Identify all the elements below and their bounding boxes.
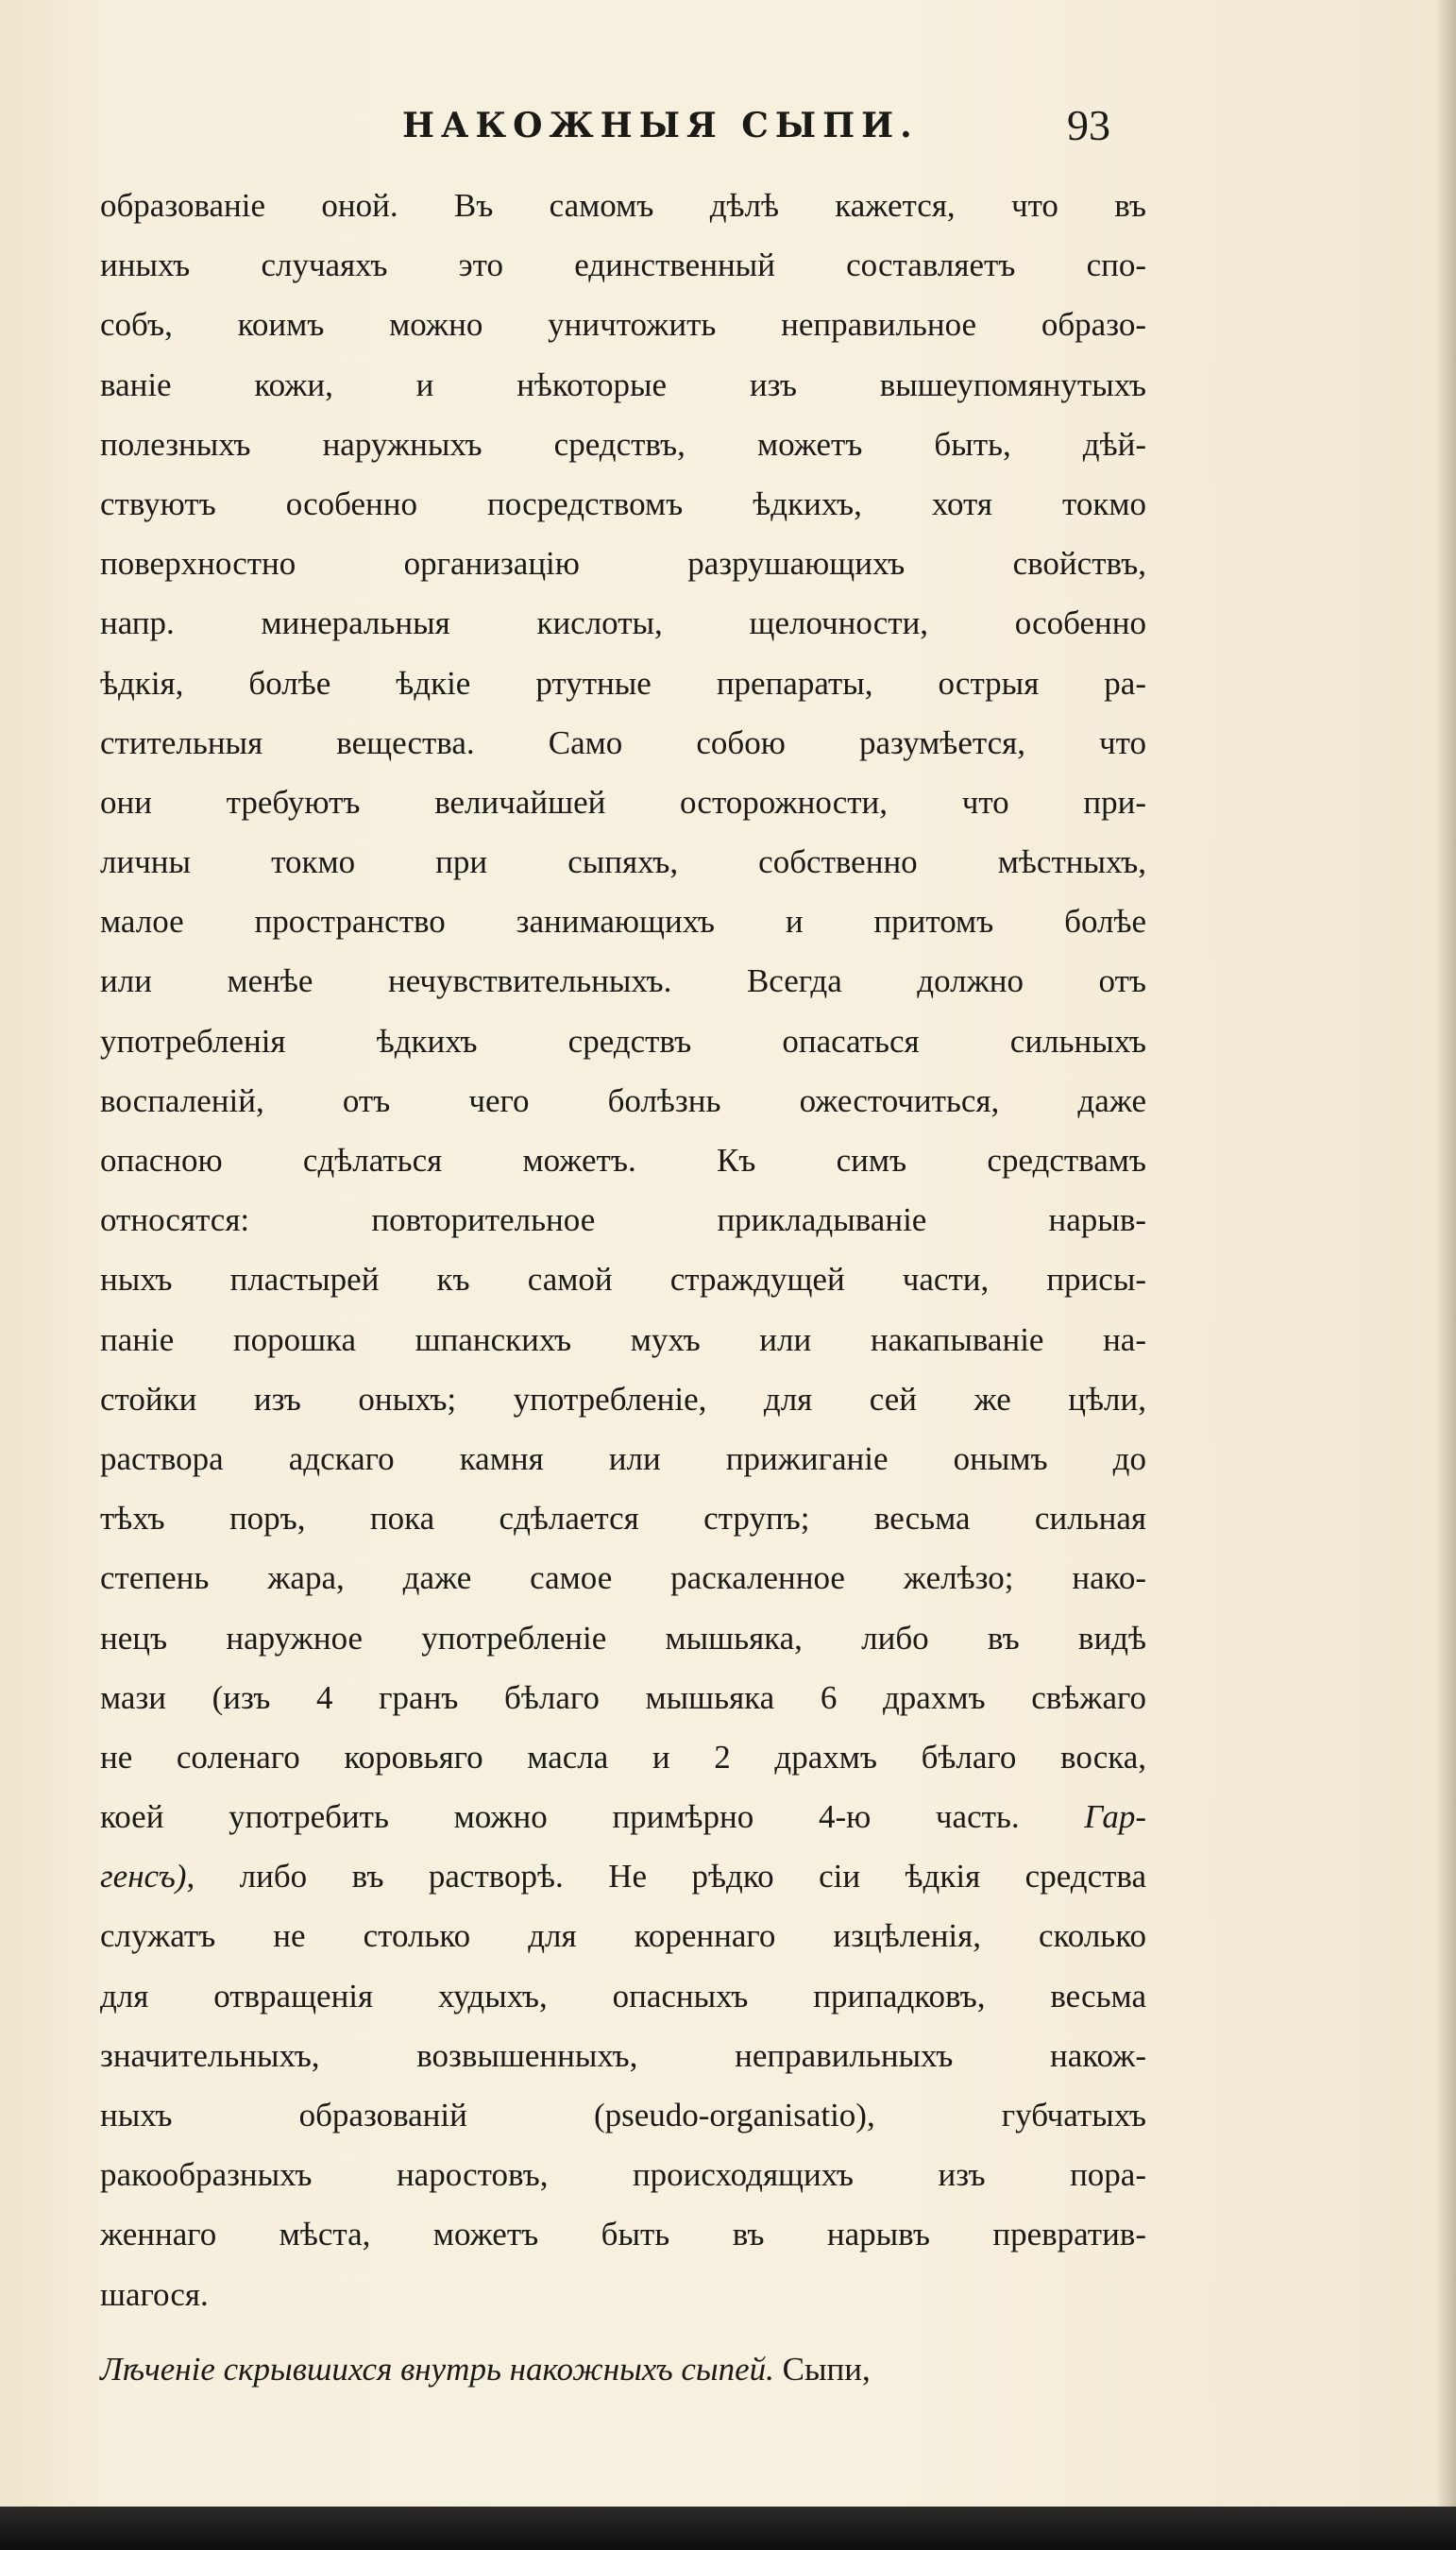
text-line: нецъ наружное употребленіе мышьяка, либо въ видѣ xyxy=(100,1619,1146,1657)
text-line-with-citation xyxy=(100,1846,1146,1906)
citation-author: Гар- xyxy=(1084,1798,1146,1836)
text-line: употребленія ѣдкихъ средствъ опасаться сильныхъ xyxy=(100,1022,1146,1060)
text-line: относятся: повторительное прикладываніе нарыв- xyxy=(100,1201,1146,1239)
text-line: они требуютъ величайшей осторожности, что при- xyxy=(100,783,1146,821)
text-line: ѣдкія, болѣе ѣдкіе ртутные препараты, острыя ра- xyxy=(100,664,1146,702)
text-line: собъ, коимъ можно уничтожить неправильное образо- xyxy=(100,306,1146,344)
text-line: ракообразныхъ наростовъ, происходящихъ изъ пора- xyxy=(100,2156,1146,2194)
text-line: малое пространство занимающихъ и притомъ болѣе xyxy=(100,903,1146,941)
text-line: тѣхъ поръ, пока сдѣлается струпъ; весьма сильная xyxy=(100,1500,1146,1538)
text-line: шагося. xyxy=(100,2275,209,2313)
running-title: НАКОЖНЫЯ СЫПИ. xyxy=(402,106,919,145)
section-heading: Лѣченіе скрывшихся внутрь накожныхъ сыпей. xyxy=(100,2350,774,2388)
text-line: личны токмо при сыпяхъ, собственно мѣстныхъ, xyxy=(100,843,1146,881)
text-line: стойки изъ оныхъ; употребленіе, для сей же цѣли, xyxy=(100,1380,1146,1418)
text-line: полезныхъ наружныхъ средствъ, можетъ быть, дѣй- xyxy=(100,425,1146,463)
text-line: не соленаго коровьяго масла и 2 драхмъ бѣлаго воска, xyxy=(100,1738,1146,1776)
text-line: напр. минеральныя кислоты, щелочности, особенно xyxy=(100,604,1146,642)
citation-author-cont: генсъ) xyxy=(100,1858,187,1896)
text-line: служатъ не столько для кореннаго изцѣленія, сколько xyxy=(100,1917,1146,1955)
text-segment: Сыпи, xyxy=(782,2350,871,2388)
body-text xyxy=(100,176,1146,2399)
text-line: для отвращенія худыхъ, опасныхъ припадковъ, весьма xyxy=(100,1977,1146,2014)
text-line: иныхъ случаяхъ это единственный составляетъ спо- xyxy=(100,246,1146,284)
text-line: стительныя вещества. Само собою разумѣется, что xyxy=(100,723,1146,761)
text-line: поверхностно организацію разрушающихъ свойствъ, xyxy=(100,545,1146,583)
page-edge-shadow xyxy=(1435,0,1456,2550)
text-line-with-citation xyxy=(100,1787,1146,1846)
text-line: паніе порошка шпанскихъ мухъ или накапываніе на- xyxy=(100,1320,1146,1358)
text-line: образованіе оной. Въ самомъ дѣлѣ кажется, что въ xyxy=(100,187,1146,224)
page-number: 93 xyxy=(1067,101,1110,149)
text-line: ныхъ пластырей къ самой страждущей части, присы- xyxy=(100,1261,1146,1299)
text-line: ныхъ образованій (pseudo-organisatio), губчатыхъ xyxy=(100,2097,1146,2134)
text-line: мази (изъ 4 гранъ бѣлаго мышьяка 6 драхмъ свѣжаго xyxy=(100,1678,1146,1716)
text-line: опасною сдѣлаться можетъ. Къ симъ средствамъ xyxy=(100,1142,1146,1179)
text-line: степень жара, даже самое раскаленное желѣзо; нако- xyxy=(100,1559,1146,1597)
running-head xyxy=(100,101,1148,162)
text-line: раствора адскаго камня или прижиганіе онымъ до xyxy=(100,1439,1146,1477)
text-segment: , либо въ растворѣ. Не рѣдко сіи ѣдкія средства xyxy=(186,1858,1146,1896)
text-line: женнаго мѣста, можетъ быть въ нарывъ превратив- xyxy=(100,2216,1146,2253)
section-heading-line xyxy=(100,2339,1146,2399)
text-line: ствуютъ особенно посредствомъ ѣдкихъ, хотя токмо xyxy=(100,484,1146,522)
text-line: ваніе кожи, и нѣкоторые изъ вышеупомянутыхъ xyxy=(100,366,1146,403)
text-line: воспаленій, отъ чего болѣзнь ожесточиться, даже xyxy=(100,1081,1146,1119)
scan-bottom-border xyxy=(0,2507,1456,2550)
text-segment: коей употребить можно примѣрно 4-ю часть. xyxy=(100,1798,1020,1836)
text-line: значительныхъ, возвышенныхъ, неправильныхъ накож- xyxy=(100,2036,1146,2074)
text-line: или менѣе нечувствительныхъ. Всегда должно отъ xyxy=(100,962,1146,1000)
